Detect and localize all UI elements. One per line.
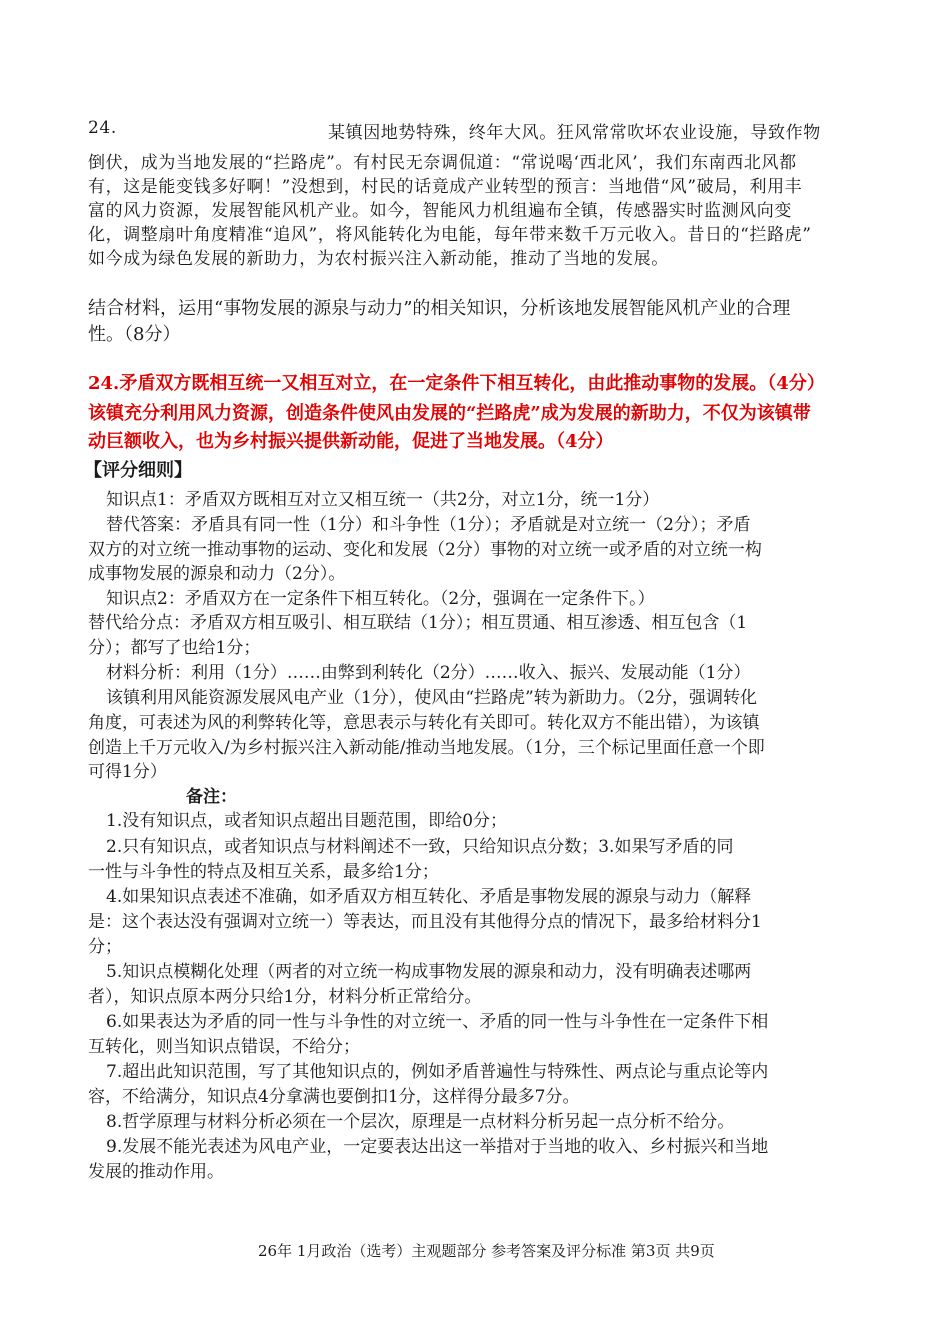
rubric-line: 替代给分点：矛盾双方相互吸引、相互联结（1分）；相互贯通、相互渗透、相互包含（1 [88, 613, 748, 633]
material-line: 富的风力资源，发展智能风机产业。如今，智能风力机组遍布全镇，传感器实时监测风向变 [88, 201, 792, 221]
material-line: 倒伏，成为当地发展的“拦路虎”。有村民无奈调侃道：“常说喝‘西北风’，我们东南西北风都 [88, 153, 797, 173]
answer-line: 24.矛盾双方既相互统一又相互对立，在一定条件下相互转化，由此推动事物的发展。（4分） [88, 373, 825, 394]
rubric-line: 双方的对立统一推动事物的运动、变化和发展（2分）事物的对立统一或矛盾的对立统一构 [88, 540, 762, 560]
material-line: 化，调整扇叶角度精准“追风”，将风能转化为电能，每年带来数千万元收入。昔日的“拦路虎” [88, 225, 812, 245]
rubric-line: 创造上千万元收入/为乡村振兴注入新动能/推动当地发展。（1分，三个标记里面任意一个即 [88, 738, 765, 758]
note-line: 9.发展不能光表述为风电产业，一定要表达出这一举措对于当地的收入、乡村振兴和当地 [106, 1137, 769, 1157]
note-line: 4.如果知识点表述不准确，如矛盾双方相互转化、矛盾是事物发展的源泉与动力（解释 [106, 887, 752, 907]
notes-heading: 备注： [186, 787, 237, 807]
note-line: 者），知识点原本两分只给1分，材料分析正常给分。 [88, 987, 482, 1007]
note-line: 1.没有知识点，或者知识点超出目题范围，即给0分； [106, 811, 508, 831]
material-line: 某镇因地势特殊，终年大风。狂风常常吹坏农业设施，导致作物 [328, 123, 821, 143]
rubric-heading: 【评分细则】 [84, 460, 192, 481]
note-line: 5.知识点模糊化处理（两者的对立统一构成事物发展的源泉和动力，没有明确表述哪两 [106, 962, 752, 982]
note-line: 分； [88, 937, 122, 957]
rubric-line: 成事物发展的源泉和动力（2分）。 [88, 564, 346, 584]
rubric-line: 知识点1：矛盾双方既相互对立又相互统一（共2分，对立1分，统一1分） [106, 490, 660, 510]
note-line: 6.如果表达为矛盾的同一性与斗争性的对立统一、矛盾的同一性与斗争性在一定条件下相 [106, 1012, 769, 1032]
note-line: 2.只有知识点，或者知识点与材料阐述不一致，只给知识点分数；3.如果写矛盾的同 [106, 837, 734, 857]
note-line: 是：这个表达没有强调对立统一）等表达，而且没有其他得分点的情况下，最多给材料分1 [88, 912, 762, 932]
note-line: 容，不给满分，知识点4分拿满也要倒扣1分，这样得分最多7分。 [88, 1087, 580, 1107]
material-line: 如今成为绿色发展的新助力，为农村振兴注入新动能，推动了当地的发展。 [88, 249, 669, 269]
rubric-line: 分）；都写了也给1分； [88, 638, 261, 658]
note-line: 互转化，则当知识点错误，不给分； [88, 1037, 360, 1057]
note-line: 发展的推动作用。 [88, 1162, 224, 1182]
page-footer: 26年 1月政治（选考）主观题部分 参考答案及评分标准 第3页 共9页 [258, 1242, 715, 1260]
rubric-line: 替代答案：矛盾具有同一性（1分）和斗争性（1分）；矛盾就是对立统一（2分）；矛盾 [106, 515, 751, 535]
material-line: 有，这是能变钱多好啊！”没想到，村民的话竟成产业转型的预言：当地借“风”破局，利用丰 [88, 177, 803, 197]
answer-line: 该镇充分利用风力资源，创造条件使风由发展的“拦路虎”成为发展的新助力，不仅为该镇带 [88, 403, 811, 424]
rubric-line: 材料分析：利用（1分）……由弊到利转化（2分）……收入、振兴、发展动能（1分） [106, 663, 751, 683]
note-line: 8.哲学原理与材料分析必须在一个层次，原理是一点材料分析另起一点分析不给分。 [106, 1112, 735, 1132]
rubric-line: 角度，可表述为风的利弊转化等，意思表示与转化有关即可。转化双方不能出错），为该镇 [88, 713, 760, 733]
note-line: 一性与斗争性的特点及相互关系，最多给1分； [88, 862, 439, 882]
question-line: 结合材料，运用“事物发展的源泉与动力”的相关知识，分析该地发展智能风机产业的合理 [88, 298, 791, 319]
rubric-line: 该镇利用风能资源发展风电产业（1分），使风由“拦路虎”转为新助力。（2分，强调转化 [106, 688, 758, 708]
rubric-line: 可得1分） [88, 762, 167, 782]
question-line: 性。（8分） [88, 324, 181, 345]
note-line: 7.超出此知识范围，写了其他知识点的，例如矛盾普遍性与特殊性、两点论与重点论等内 [106, 1062, 769, 1082]
rubric-line: 知识点2：矛盾双方在一定条件下相互转化。（2分，强调在一定条件下。） [106, 589, 655, 609]
answer-line: 动巨额收入，也为乡村振兴提供新动能，促进了当地发展。（4分） [88, 431, 614, 452]
question-number: 24. [88, 118, 117, 138]
